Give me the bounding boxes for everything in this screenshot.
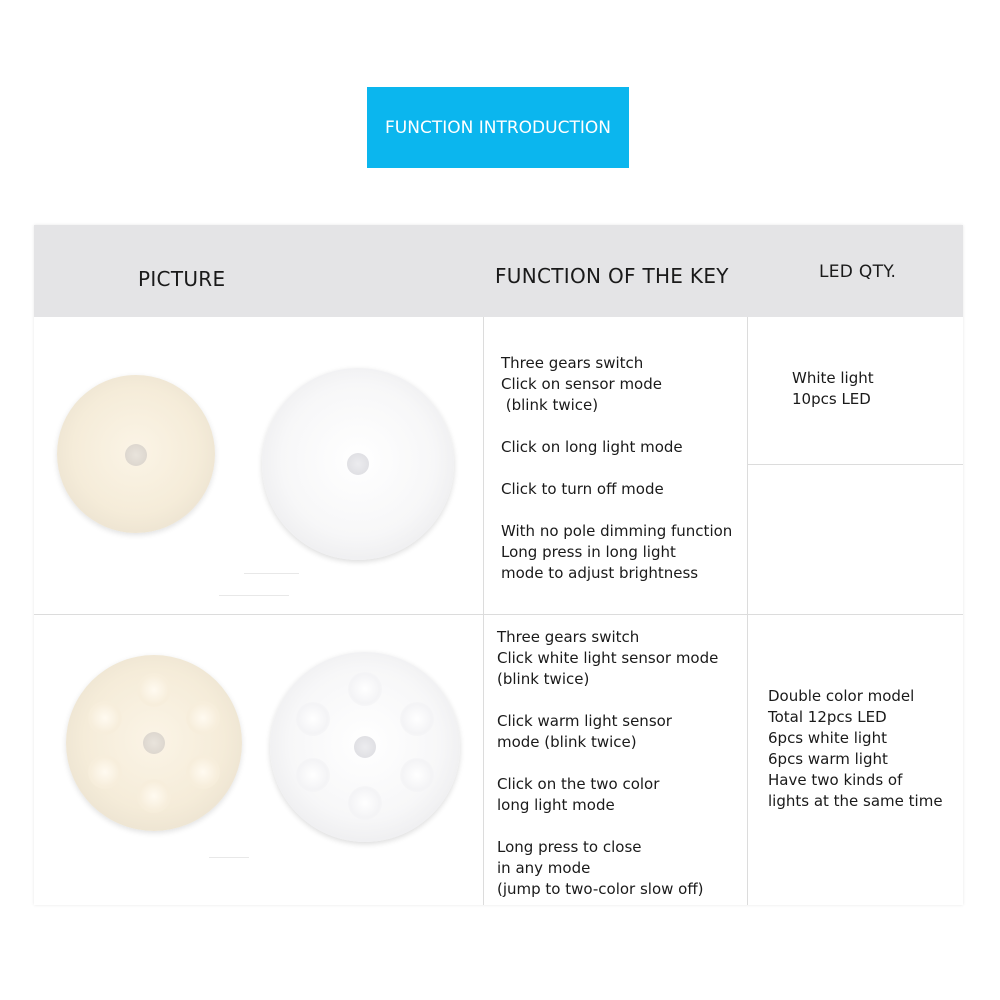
- function-introduction-banner: FUNCTION INTRODUCTION: [367, 87, 629, 168]
- header-function-of-the-key: FUNCTION OF THE KEY: [495, 264, 729, 288]
- led-bead: [88, 755, 122, 789]
- dual-color-white-light-image: [270, 652, 460, 842]
- column-divider: [483, 317, 484, 905]
- led-bead: [348, 672, 382, 706]
- motion-sensor-icon: [125, 444, 147, 466]
- motion-sensor-icon: [143, 732, 165, 754]
- row-divider: [34, 614, 963, 615]
- reflection-line: [244, 573, 299, 574]
- column-divider: [747, 317, 748, 905]
- header-picture: PICTURE: [138, 267, 226, 291]
- row2-function-text: Three gears switch Click white light sensor mode (blink twice) Click warm light sensor mode (blink twice) Click on the two color long light mode Long press to close in any mode (jump to two-color slow off): [497, 628, 719, 898]
- led-bead: [186, 701, 220, 735]
- table-header: [34, 225, 963, 317]
- dual-color-warm-light-image: [66, 655, 242, 831]
- warm-night-light-image: [57, 375, 215, 533]
- led-bead: [348, 786, 382, 820]
- led-bead: [186, 755, 220, 789]
- header-led-qty: LED QTY.: [819, 262, 897, 282]
- led-bead: [296, 702, 330, 736]
- led-bead: [400, 702, 434, 736]
- led-bead: [88, 701, 122, 735]
- row1-led-text: White light 10pcs LED: [792, 369, 874, 408]
- led-bead: [137, 673, 171, 707]
- motion-sensor-icon: [354, 736, 376, 758]
- reflection-line: [209, 857, 249, 858]
- led-bead: [400, 758, 434, 792]
- row1-function-text: Three gears switch Click on sensor mode (blink twice) Click on long light mode Click to turn off mode With no pole dimming function Long press in long light mode to adjust brightness: [501, 354, 733, 582]
- led-bead: [137, 779, 171, 813]
- reflection-line: [219, 595, 289, 596]
- led-cell-divider: [747, 464, 963, 465]
- row2-led-text: Double color model Total 12pcs LED 6pcs white light 6pcs warm light Have two kinds of lights at the same time: [768, 687, 943, 810]
- motion-sensor-icon: [347, 453, 369, 475]
- function-table: [34, 225, 963, 905]
- led-bead: [296, 758, 330, 792]
- white-night-light-image: [262, 368, 454, 560]
